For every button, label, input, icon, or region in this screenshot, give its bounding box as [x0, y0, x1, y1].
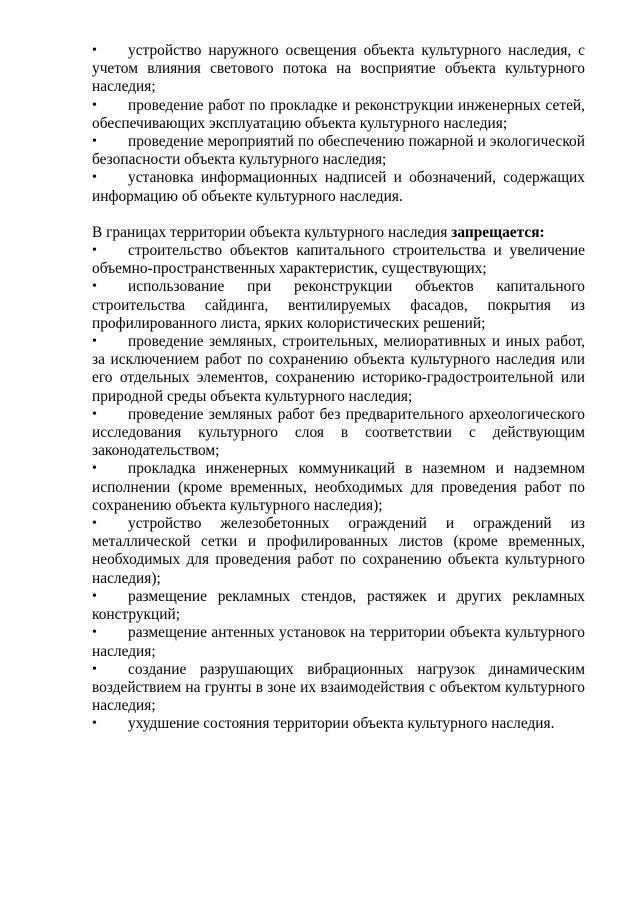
list-item-text: создание разрушающих вибрационных нагрузок динамическим воздействием на грунты в зоне их взаимодействия с объектом культурного наследия; — [92, 660, 585, 715]
list-item — [92, 624, 585, 660]
bullet-icon: • — [92, 279, 97, 295]
bullet-icon: • — [92, 43, 97, 58]
prohibited-list — [92, 242, 585, 733]
list-item — [92, 133, 585, 169]
list-item — [92, 278, 585, 333]
prohibited-intro — [92, 224, 585, 242]
paragraph-gap — [92, 206, 585, 224]
list-item — [92, 661, 585, 716]
bullet-icon: • — [92, 588, 97, 604]
list-item — [92, 515, 585, 588]
list-item-text: проведение земляных работ без предварительного археологического исследования культурного слоя в соответствии с действующим законодательством; — [92, 405, 585, 460]
list-item — [92, 97, 585, 133]
bullet-icon: • — [92, 716, 97, 732]
list-item — [92, 333, 585, 406]
list-item — [92, 460, 585, 515]
bullet-icon: • — [92, 516, 97, 532]
list-item — [92, 588, 585, 624]
bullet-icon: • — [92, 661, 97, 677]
bullet-icon: • — [92, 625, 97, 641]
bullet-icon: • — [92, 334, 97, 350]
permitted-list — [92, 42, 585, 206]
list-item-text: прокладка инженерных коммуникаций в наземном и надземном исполнении (кроме временных, необходимых для проведения работ по сохранению объекта культурного наследия); — [92, 460, 585, 514]
list-item — [92, 169, 585, 205]
bullet-icon: • — [92, 243, 97, 259]
list-item — [92, 42, 585, 97]
list-item-text: размещение антенных установок на территории объекта культурного наследия; — [92, 624, 585, 660]
list-item-text: проведение мероприятий по обеспечению пожарной и экологической безопасности объекта культурного наследия; — [92, 133, 585, 169]
bullet-icon: • — [92, 406, 97, 422]
intro-emphasis: запрещается: — [451, 223, 545, 241]
list-item-text: устройство наружного освещения объекта культурного наследия, с учетом влияния светового потока на восприятие объекта культурного наследия; — [92, 42, 585, 96]
bullet-icon: • — [92, 170, 97, 186]
bullet-icon: • — [92, 134, 97, 150]
list-item-text: использование при реконструкции объектов капитального строительства сайдинга, вентилируемых фасадов, покрытия из профилированного листа, ярких колористических решений; — [92, 278, 585, 332]
list-item-text: строительство объектов капитального строительства и увеличение объемно-пространственных характеристик, существующих; — [92, 242, 585, 278]
bullet-icon: • — [92, 461, 97, 477]
list-item-text: проведение земляных, строительных, мелиоративных и иных работ, за исключением работ по сохранению объекта культурного наследия или его отдельных элементов, сохранению историко-градостроительной или природной среды объекта культурного наследия; — [92, 333, 585, 405]
intro-text: В границах территории объекта культурного наследия — [92, 223, 452, 241]
list-item-text: установка информационных надписей и обозначений, содержащих информацию об объекте культурного наследия. — [92, 169, 585, 205]
bullet-icon: • — [92, 97, 97, 113]
list-item-text: проведение работ по прокладке и реконструкции инженерных сетей, обеспечивающих эксплуатацию объекта культурного наследия; — [92, 96, 585, 132]
list-item-text: устройство железобетонных ограждений и ограждений из металлической сетки и профилированных листов (кроме временных, необходимых для проведения работ по сохранению объекта культурного наследия); — [92, 515, 585, 587]
list-item-text: ухудшение состояния территории объекта культурного наследия. — [128, 715, 555, 733]
list-item — [92, 406, 585, 461]
list-item — [92, 242, 585, 278]
document-page — [92, 42, 585, 734]
list-item-text: размещение рекламных стендов, растяжек и других рекламных конструкций; — [92, 587, 585, 624]
list-item — [92, 715, 585, 733]
